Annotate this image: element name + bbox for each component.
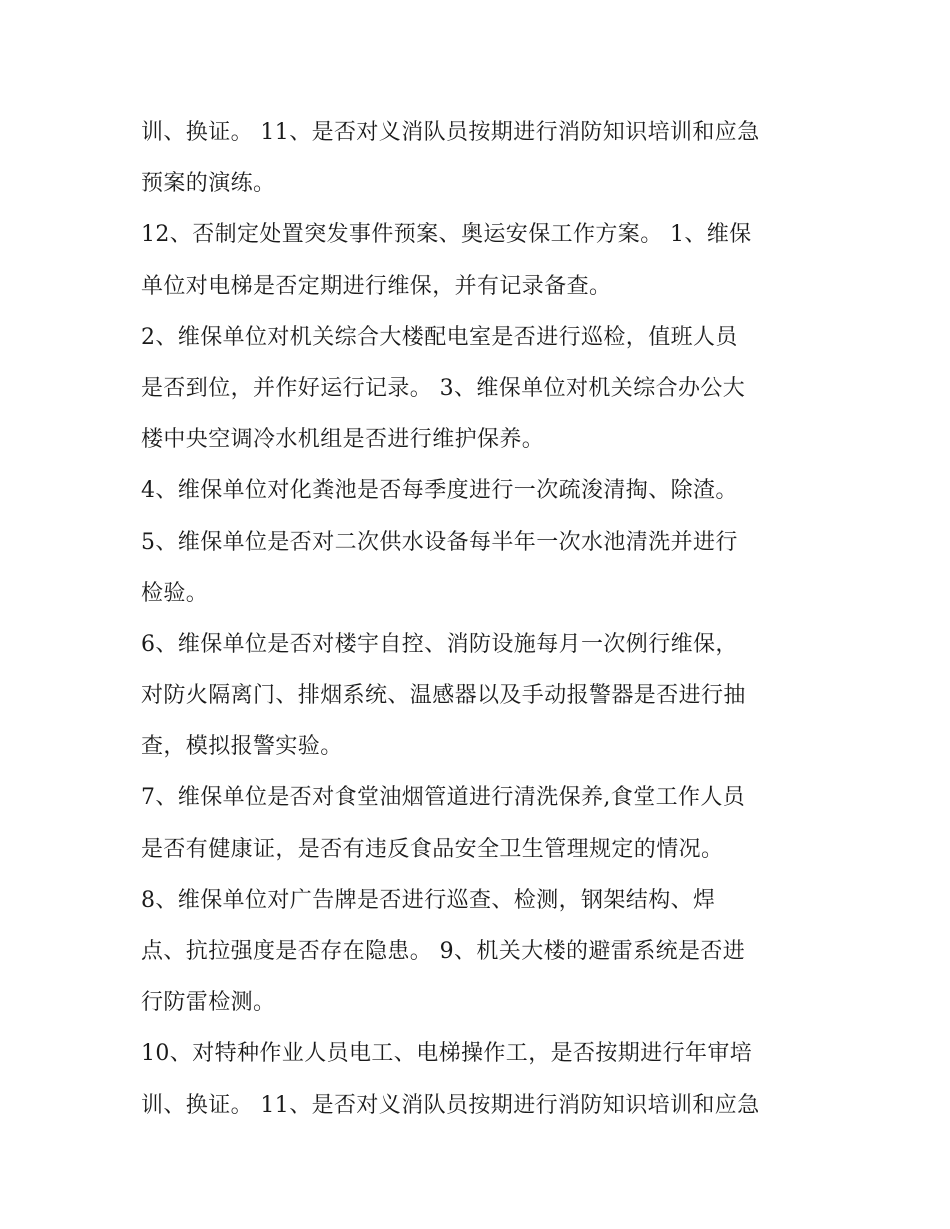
text-line: 单位对电梯是否定期进行维保，并有记录备查。 bbox=[141, 273, 612, 299]
text-line: 12、否制定处置突发事件预案、奥运安保工作方案。 1、维保 bbox=[141, 222, 752, 248]
text-line: 10、对特种作业人员电工、电梯操作工，是否按期进行年审培 bbox=[141, 1041, 753, 1067]
text-line: 5、维保单位是否对二次供水设备每半年一次水池清洗并进行 bbox=[141, 529, 738, 555]
text-line: 行防雷检测。 bbox=[141, 990, 276, 1016]
text-line: 是否有健康证，是否有违反食品安全卫生管理规定的情况。 bbox=[141, 836, 724, 862]
text-line: 4、维保单位对化粪池是否每季度进行一次疏浚清掏、除渣。 bbox=[141, 478, 738, 504]
text-line: 2、维保单位对机关综合大楼配电室是否进行巡检，值班人员 bbox=[141, 324, 738, 350]
text-line: 点、抗拉强度是否存在隐患。 9、机关大楼的避雷系统是否进 bbox=[141, 939, 746, 964]
text-line: 检验。 bbox=[141, 580, 209, 606]
text-line: 是否到位，并作好运行记录。 3、维保单位对机关综合办公大 bbox=[141, 375, 746, 401]
text-line: 查，模拟报警实验。 bbox=[141, 734, 343, 760]
text-line: 8、维保单位对广告牌是否进行巡查、检测，钢架结构、焊 bbox=[141, 887, 716, 913]
text-line: 预案的演练。 bbox=[141, 171, 276, 197]
document-body bbox=[141, 107, 821, 1131]
text-line: 训、换证。 11、是否对义消队员按期进行消防知识培训和应急 bbox=[141, 120, 760, 145]
text-line: 6、维保单位是否对楼宇自控、消防设施每月一次例行维保， bbox=[141, 631, 738, 657]
text-line: 楼中央空调冷水机组是否进行维护保养。 bbox=[141, 427, 545, 453]
text-line: 对防火隔离门、排烟系统、温感器以及手动报警器是否进行抽 bbox=[141, 683, 746, 709]
text-line: 7、维保单位是否对食堂油烟管道进行清洗保养,食堂工作人员 bbox=[141, 785, 746, 811]
text-line: 训、换证。 11、是否对义消队员按期进行消防知识培训和应急 bbox=[141, 1092, 760, 1118]
